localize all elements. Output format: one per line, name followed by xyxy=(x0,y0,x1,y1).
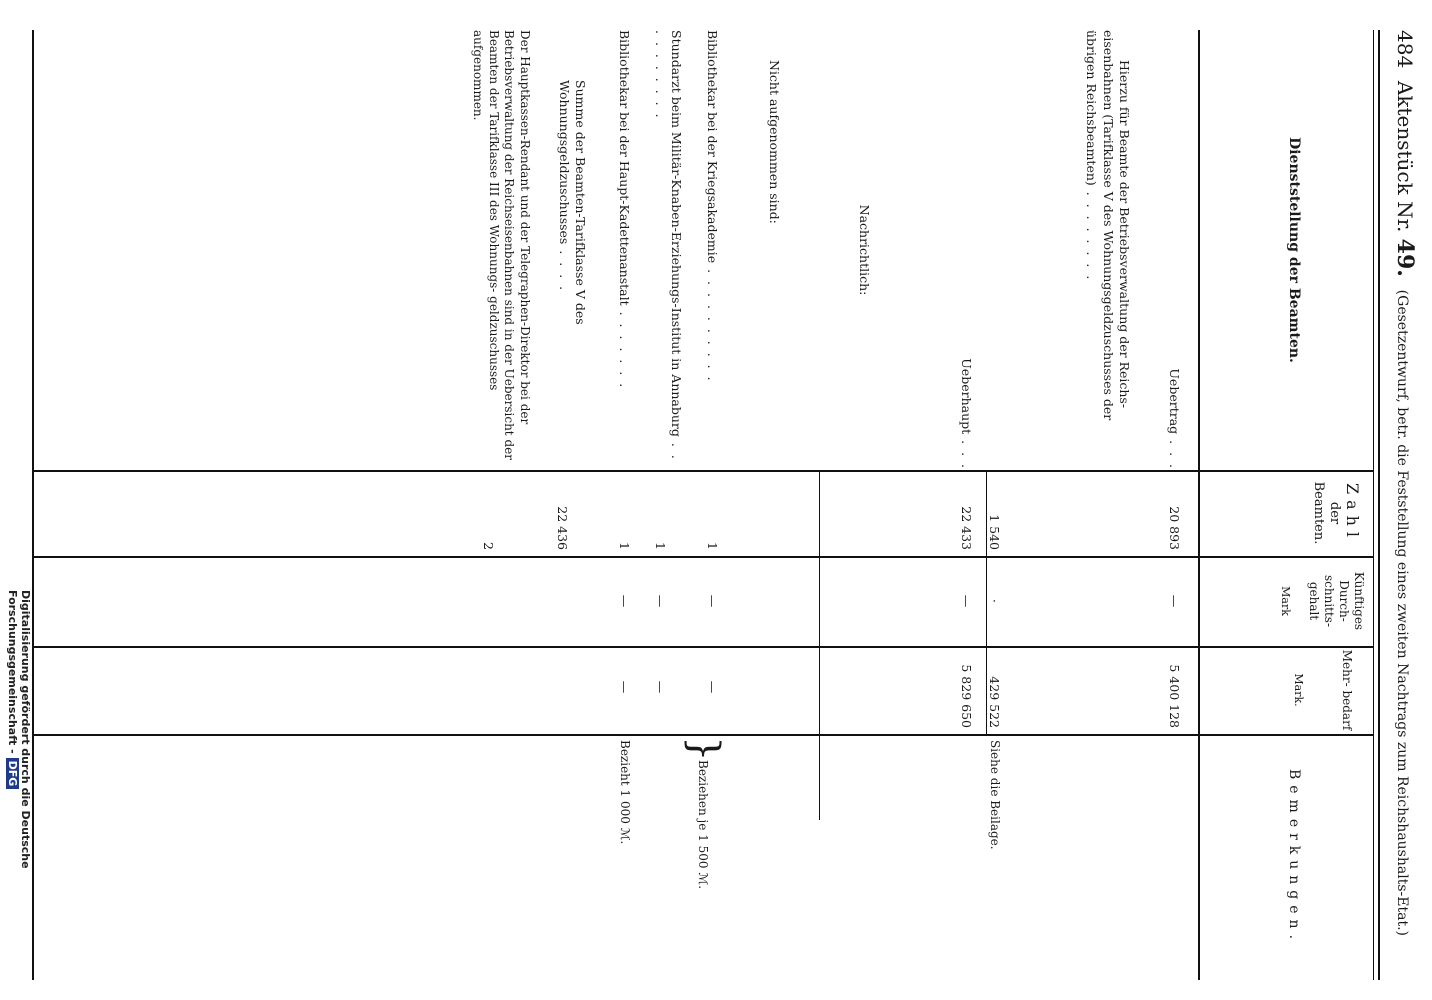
col-head-count-sub2: Beamten. xyxy=(1310,481,1326,545)
col-head-count-title: Zahl xyxy=(1343,482,1362,544)
row-label: Summe der Beamten-Tarifklasse V des Wohnungsgeldzuschusses xyxy=(556,80,588,325)
col-head-extra-title: Mehr- bedarf xyxy=(1340,649,1354,731)
col-head-avg xyxy=(1278,556,1366,646)
col-head-avg-title: Künftiges Durch- schnitts- gehalt xyxy=(1307,571,1366,631)
col-head-remarks: Bemerkungen. xyxy=(1286,768,1302,946)
brace: } xyxy=(681,736,727,762)
digitization-footer xyxy=(6,590,32,1000)
col-head-extra-unit: Mark. xyxy=(1292,673,1305,707)
row-extra: 5 400 128 xyxy=(1167,664,1182,728)
row-librarian-war-academy: Bibliothekar bei der Kriegsakademie . . . . . . . . . . xyxy=(705,30,720,383)
bottom-rule xyxy=(33,30,35,980)
row-count: 1 xyxy=(653,542,668,550)
row-extra: — xyxy=(617,680,632,694)
col-head-avg-unit: Mark xyxy=(1279,586,1292,616)
row-sum: Summe der Beamten-Tarifklasse V des Wohnungsgeldzuschusses . . . . xyxy=(556,80,588,325)
doc-number: 49. xyxy=(1392,238,1418,277)
row-remark: Bezieht 1 000 ℳ. xyxy=(618,740,632,845)
row-uebertrag: Uebertrag . . . xyxy=(1167,368,1182,470)
row-ueberhaupt: Ueberhaupt . . . xyxy=(959,358,974,470)
dfg-logo: DFG xyxy=(6,758,19,790)
row-railway-officials: Hierzu für Beamte der Betriebsverwaltung der Reichs- eisenbahnen (Tarifklasse V des Wohnungsgeldzuschusses der übrigen Reichsbeamten) . . . . . . . . xyxy=(1084,30,1132,421)
row-label: Stundarzt beim Militär-Knaben-Erziehungs-Institut in Annaburg xyxy=(669,30,684,437)
footer-text: Digitalisierung gefördert durch die Deutsche Forschungsgemeinschaft - xyxy=(6,590,32,869)
row-not-included: Nicht aufgenommen sind: xyxy=(767,60,782,224)
row-avg: — xyxy=(1167,594,1182,608)
row-footnote xyxy=(470,30,532,470)
row-avg: · xyxy=(987,599,1002,603)
header-subtitle: (Gesetzentwurf, betr. die Feststellung eines zweiten Nachtrags zum Reichshaushalts-Etat.) xyxy=(1394,289,1410,936)
col-head-count xyxy=(1310,470,1363,556)
row-count: 2 xyxy=(481,542,496,550)
row-label: Uebertrag xyxy=(1167,368,1182,435)
row-count: 1 xyxy=(617,542,632,550)
header-bottom-rule xyxy=(1198,30,1200,980)
page-number: 484 xyxy=(1393,30,1417,69)
row-doctor-annaburg: Stundarzt beim Militär-Knaben-Erziehungs-Institut in Annaburg . . . . . . . . . . xyxy=(652,30,684,461)
row-librarian-cadet-institute: Bibliothekar bei der Haupt-Kadettenanstalt . . . . . . . xyxy=(617,30,632,390)
row-count: 22 433 xyxy=(959,506,974,550)
page-header xyxy=(1392,30,1418,936)
row-avg: — xyxy=(705,594,720,608)
row-count: 22 436 xyxy=(555,506,570,550)
row-nachrichtlich: Nachrichtlich: xyxy=(857,204,872,296)
row-count: 1 xyxy=(705,542,720,550)
row-avg: — xyxy=(617,594,632,608)
subtotal-rule xyxy=(819,470,820,820)
row-avg: — xyxy=(959,594,974,608)
col-head-designation: Dienststellung der Beamten. xyxy=(1286,137,1302,363)
row-remark: Siehe die Beilage. xyxy=(988,740,1002,850)
col-head-count-sub1: der xyxy=(1327,501,1342,525)
top-rule-double-1 xyxy=(1378,30,1380,980)
top-rule-double-2 xyxy=(1373,30,1374,980)
row-extra: — xyxy=(653,680,668,694)
row-avg: — xyxy=(653,594,668,608)
row-extra: 5 829 650 xyxy=(959,664,974,728)
row-label: Der Hauptkassen-Rendant und der Telegraphen-Direktor bei der Betriebsverwaltung der Reichseisenbahnen sind in der Uebersicht der Beamten der Tarifklasse III des Wohnungs- geldzuschusses aufgenommen. xyxy=(471,30,532,460)
row-label: Hierzu für Beamte der Betriebsverwaltung der Reichs- eisenbahnen (Tarifklasse V des Wohnungsgeldzuschusses der übrigen Reichsbeamten) xyxy=(1084,30,1132,421)
row-label: Bibliothekar bei der Kriegsakademie xyxy=(705,30,720,264)
row-label: Bibliothekar bei der Haupt-Kadettenanstalt xyxy=(617,30,632,306)
col-head-extra xyxy=(1291,646,1354,734)
row-extra: — xyxy=(705,680,720,694)
row-count: 20 893 xyxy=(1167,506,1182,550)
header-title-prefix: Aktenstück Nr. xyxy=(1393,80,1417,233)
row-count: 1 540 xyxy=(987,514,1002,550)
row-extra: 429 522 xyxy=(987,676,1002,728)
row-remark: Beziehen je 1 500 ℳ. xyxy=(696,760,710,890)
row-label: Ueberhaupt xyxy=(959,358,974,435)
